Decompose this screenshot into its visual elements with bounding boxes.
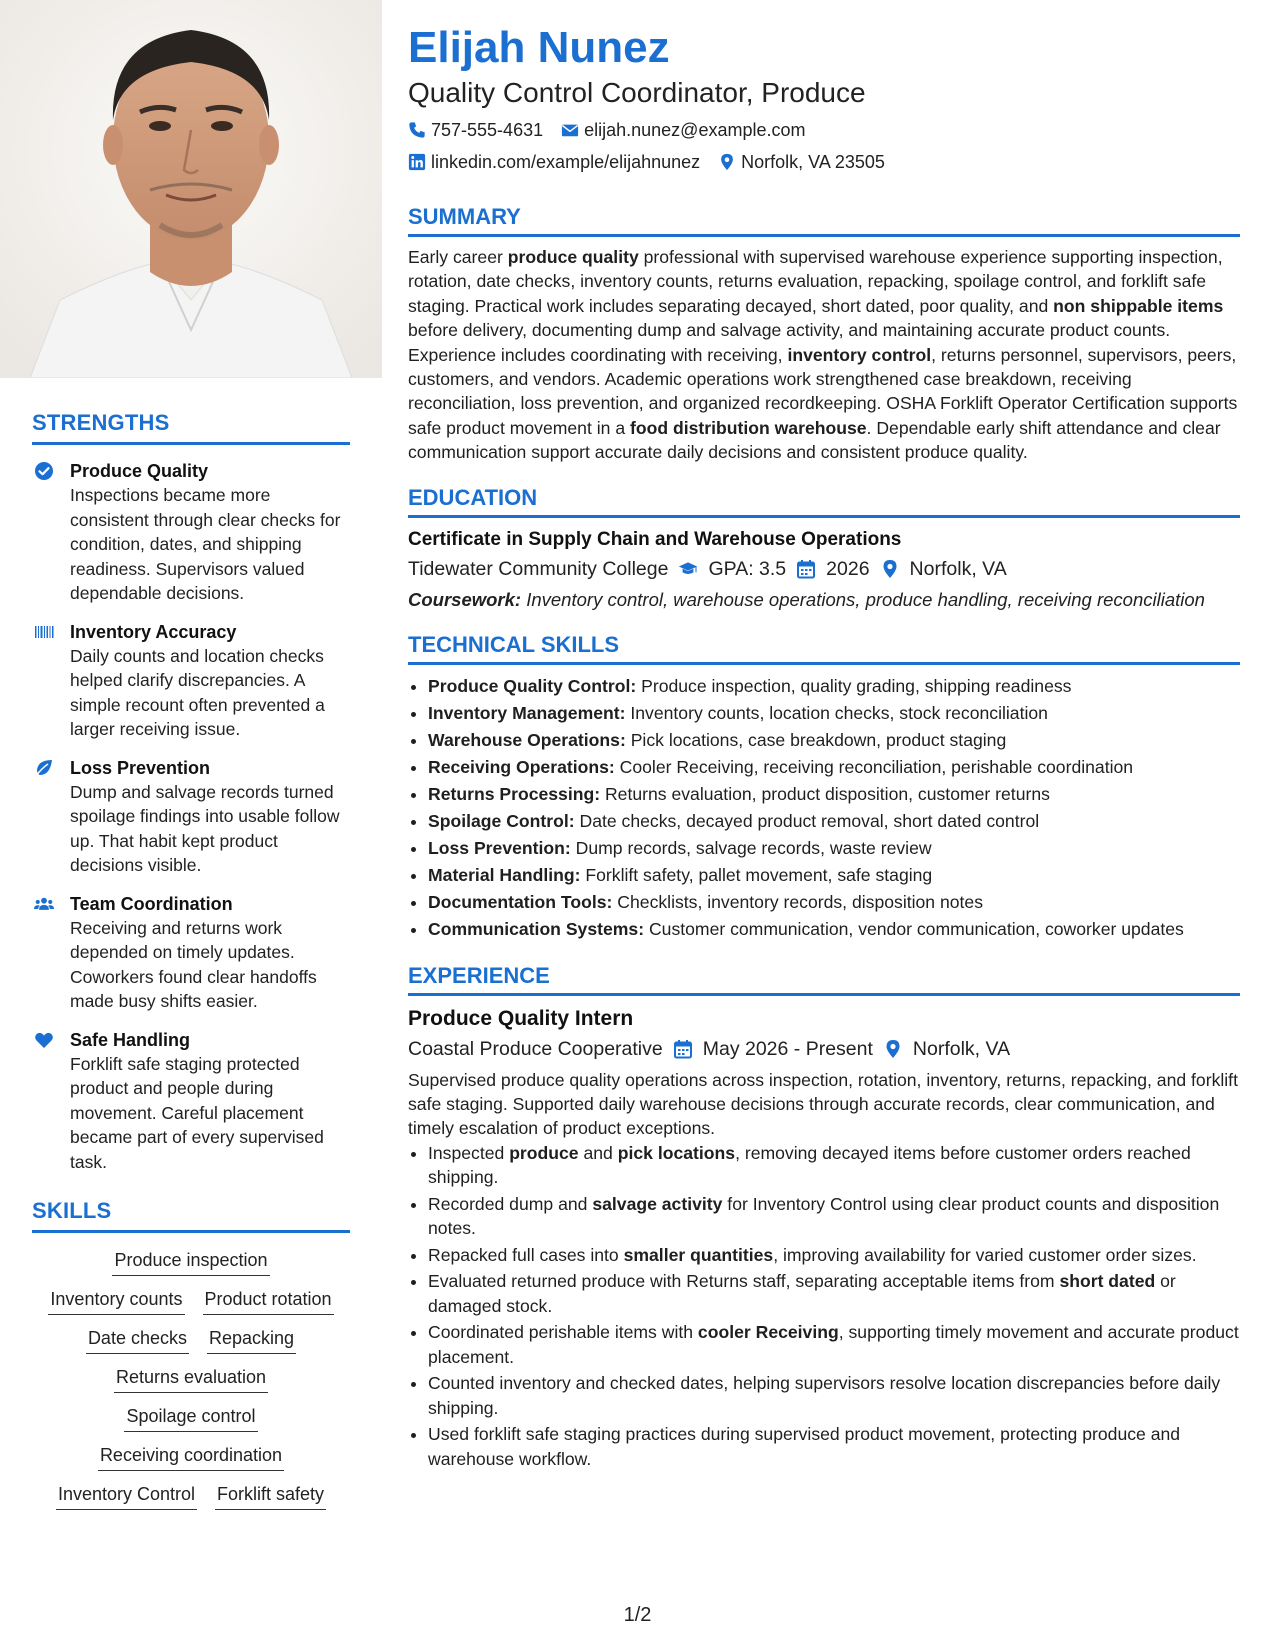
skill-text: Returns evaluation, product disposition, customer returns xyxy=(600,783,1050,804)
map-pin-icon xyxy=(880,559,900,579)
bullet-text: Evaluated returned produce with Returns staff, separating acceptable items from xyxy=(428,1271,1060,1292)
bullet-text: Recorded dump and xyxy=(428,1193,593,1214)
list-item xyxy=(428,1422,1240,1471)
map-pin-icon xyxy=(883,1039,903,1059)
bullet-text: Used forklift safe staging practices during supervised product movement, protecting produce and warehouse workflow. xyxy=(428,1424,1181,1469)
skill-text: Checklists, inventory records, disposition notes xyxy=(612,891,984,912)
strength-desc: Forklift safe staging protected product and people during movement. Careful placement became part of every supervised task. xyxy=(70,1053,324,1172)
summary-text xyxy=(408,245,1240,465)
sidebar xyxy=(0,0,382,1650)
strength-item xyxy=(32,892,350,1014)
skill-text: Produce inspection, quality grading, shipping readiness xyxy=(636,675,1072,696)
strength-desc: Receiving and returns work depended on timely updates. Coworkers found clear handoffs made busy shifts easier. xyxy=(70,917,317,1011)
strength-title: Safe Handling xyxy=(70,1029,191,1050)
list-item xyxy=(428,1320,1240,1369)
skill-text: Customer communication, vendor communication, coworker updates xyxy=(644,918,1184,939)
candidate-name: Elijah Nunez xyxy=(408,23,670,72)
summary-segment: Early career xyxy=(408,247,508,267)
skill-tag: Product rotation xyxy=(203,1286,334,1315)
bullet-text: Coordinated perishable items with xyxy=(428,1322,698,1343)
technical-skills-heading: TECHNICAL SKILLS xyxy=(408,632,1240,665)
linkedin-icon xyxy=(408,153,426,171)
skill-text: Inventory counts, location checks, stock reconciliation xyxy=(625,702,1048,723)
list-item xyxy=(428,916,1240,943)
candidate-title: Quality Control Coordinator, Produce xyxy=(408,77,866,108)
summary-segment: professional with supervised warehouse experience supporting inspection, rotation, date checks, inventory counts, returns evaluation, repacking, spoilage control, and forklift safe staging. Practical work includes separating decayed, short dated, poor quality, and xyxy=(408,247,1223,316)
strength-item xyxy=(32,756,350,878)
list-item xyxy=(428,1371,1240,1420)
gpa: GPA: 3.5 xyxy=(708,557,787,580)
barcode-icon xyxy=(34,622,54,642)
bullet-keyword: produce xyxy=(509,1142,579,1163)
graduation-cap-icon xyxy=(678,559,698,579)
skill-text: Pick locations, case breakdown, product staging xyxy=(625,729,1007,750)
strengths-heading: STRENGTHS xyxy=(32,410,350,445)
degree-title: Certificate in Supply Chain and Warehouse Operations xyxy=(408,528,902,550)
leaf-icon xyxy=(34,758,54,778)
linkedin-contact[interactable] xyxy=(408,150,700,174)
bullet-text: for Inventory Control using clear product counts and disposition notes. xyxy=(428,1193,1220,1239)
check-circle-icon xyxy=(34,461,54,481)
calendar-icon xyxy=(796,559,816,579)
bullet-text: , improving availability for varied customer order sizes. xyxy=(773,1244,1197,1265)
phone-text: 757-555-4631 xyxy=(431,120,544,140)
email-icon xyxy=(561,121,579,139)
strength-item xyxy=(32,620,350,742)
bullet-keyword: short dated xyxy=(1059,1271,1156,1292)
job-title: Produce Quality Intern xyxy=(408,1006,634,1030)
strength-item xyxy=(32,459,350,606)
email-text: elijah.nunez@example.com xyxy=(584,120,806,140)
skill-label: Loss Prevention: xyxy=(428,837,571,858)
bullet-text: Inspected xyxy=(428,1142,510,1163)
list-item xyxy=(428,1243,1240,1268)
skill-label: Spoilage Control: xyxy=(428,810,575,831)
education-section xyxy=(408,485,1240,612)
skill-tag: Date checks xyxy=(86,1325,189,1354)
experience-section xyxy=(408,963,1240,1472)
bullet-keyword: smaller quantities xyxy=(623,1244,774,1265)
job-dates: May 2026 - Present xyxy=(702,1037,873,1060)
school-location: Norfolk, VA xyxy=(909,557,1007,580)
technical-skills-list xyxy=(408,673,1240,943)
strength-desc: Inspections became more consistent through clear checks for condition, dates, and shipping readiness. Supervisors valued dependable decisions. xyxy=(70,485,341,603)
strength-title: Loss Prevention xyxy=(70,757,211,778)
coursework xyxy=(408,588,1240,612)
strength-title: Produce Quality xyxy=(70,461,209,481)
list-item xyxy=(428,754,1240,781)
coursework-text: Inventory control, warehouse operations, produce handling, receiving reconciliation xyxy=(521,588,1205,610)
job-bullets xyxy=(408,1141,1240,1472)
skill-label: Returns Processing: xyxy=(428,783,601,804)
skills-list xyxy=(32,1247,350,1510)
list-item xyxy=(428,727,1240,754)
skill-tag: Returns evaluation xyxy=(114,1364,268,1393)
bullet-keyword: salvage activity xyxy=(592,1193,723,1214)
bullet-text: and xyxy=(578,1142,618,1163)
bullet-keyword: cooler Receiving xyxy=(697,1322,839,1343)
skill-tag: Spoilage control xyxy=(124,1403,257,1432)
list-item xyxy=(428,835,1240,862)
summary-segment: , returns personnel, supervisors, peers, customers, and vendors. Academic operations work strengthened case breakdown, receiving reconciliation, loss prevention, and organized recordkeeping. OSHA Forklift Operator Certification supports safe product movement in a xyxy=(408,344,1238,438)
job-summary: Supervised produce quality operations across inspection, rotation, inventory, returns, repacking, and forklift safe staging. Supported daily warehouse decisions through accurate records, clear communication, and timely escalation of product exceptions. xyxy=(408,1069,1238,1139)
map-pin-icon xyxy=(718,153,736,171)
list-item xyxy=(428,1269,1240,1318)
contact-row xyxy=(408,118,1240,142)
school-name: Tidewater Community College xyxy=(408,557,669,580)
company-name: Coastal Produce Cooperative xyxy=(408,1037,663,1060)
summary-keyword: food distribution warehouse xyxy=(630,417,867,438)
skill-label: Warehouse Operations: xyxy=(428,729,626,750)
skill-label: Communication Systems: xyxy=(428,918,645,939)
strength-desc: Dump and salvage records turned spoilage findings into usable follow up. That habit kept product decisions visible. xyxy=(70,781,340,875)
strength-title: Inventory Accuracy xyxy=(70,621,237,642)
skill-text: Cooler Receiving, receiving reconciliation, perishable coordination xyxy=(614,756,1134,777)
summary-segment: before delivery, documenting dump and salvage activity, and maintaining accurate product counts. Experience includes coordinating with receiving, xyxy=(408,320,1171,365)
list-item xyxy=(428,889,1240,916)
skills-heading: SKILLS xyxy=(32,1198,350,1233)
skill-label: Produce Quality Control: xyxy=(428,675,637,696)
summary-keyword: produce quality xyxy=(507,247,639,267)
bullet-text: or damaged stock. xyxy=(428,1271,1176,1316)
contact-row-2 xyxy=(408,150,1240,174)
skill-tag: Inventory Control xyxy=(56,1481,197,1510)
list-item xyxy=(428,1192,1240,1241)
summary-keyword: inventory control xyxy=(787,344,932,365)
skill-tag: Repacking xyxy=(207,1325,296,1354)
email-contact[interactable] xyxy=(561,118,805,142)
location-contact xyxy=(718,150,885,174)
phone-contact[interactable] xyxy=(408,118,543,142)
skill-tag: Inventory counts xyxy=(48,1286,184,1315)
graduation-year: 2026 xyxy=(826,557,870,580)
skill-label: Inventory Management: xyxy=(428,702,626,723)
education-meta xyxy=(408,554,1240,584)
bullet-text: Repacked full cases into xyxy=(428,1244,624,1265)
heart-icon xyxy=(34,1030,54,1050)
calendar-icon xyxy=(673,1039,693,1059)
job-location: Norfolk, VA xyxy=(912,1037,1011,1060)
phone-icon xyxy=(408,121,426,139)
summary-section xyxy=(408,204,1240,465)
bullet-text: , supporting timely movement and accurate product placement. xyxy=(428,1322,1239,1367)
bullet-text: , removing decayed items before customer orders reached shipping. xyxy=(428,1142,1191,1188)
list-item xyxy=(428,700,1240,727)
location-text: Norfolk, VA 23505 xyxy=(741,152,885,172)
list-item xyxy=(428,808,1240,835)
bullet-keyword: pick locations xyxy=(617,1142,736,1163)
summary-heading: SUMMARY xyxy=(408,204,1240,237)
strength-desc: Daily counts and location checks helped clarify discrepancies. A simple recount often prevented a larger receiving issue. xyxy=(70,645,325,739)
coursework-label: Coursework: xyxy=(408,588,522,610)
list-item xyxy=(428,781,1240,808)
technical-skills-section xyxy=(408,632,1240,943)
skill-tag: Receiving coordination xyxy=(98,1442,284,1471)
skill-tag: Produce inspection xyxy=(112,1247,269,1276)
skill-label: Material Handling: xyxy=(428,864,581,885)
page-number: 1/2 xyxy=(623,1604,652,1626)
list-item xyxy=(428,1141,1240,1190)
skill-text: Dump records, salvage records, waste review xyxy=(570,837,932,858)
experience-heading: EXPERIENCE xyxy=(408,963,1240,996)
main-content xyxy=(408,22,1240,1473)
job-meta xyxy=(408,1034,1240,1064)
skill-text: Date checks, decayed product removal, short dated control xyxy=(574,810,1040,831)
skill-label: Receiving Operations: xyxy=(428,756,615,777)
users-icon xyxy=(34,894,54,914)
skill-tag: Forklift safety xyxy=(215,1481,326,1510)
bullet-text: Counted inventory and checked dates, helping supervisors resolve location discrepancies before daily shipping. xyxy=(428,1373,1221,1418)
summary-keyword: non shippable items xyxy=(1053,295,1224,316)
skill-label: Documentation Tools: xyxy=(428,891,613,912)
strength-title: Team Coordination xyxy=(70,893,233,914)
linkedin-text: linkedin.com/example/elijahnunez xyxy=(431,152,701,172)
profile-photo xyxy=(0,0,382,378)
education-heading: EDUCATION xyxy=(408,485,1240,518)
summary-segment: . Dependable early shift attendance and clear communication support accurate daily decisions and consistent produce quality. xyxy=(408,417,1221,463)
list-item xyxy=(428,862,1240,889)
skill-text: Forklift safety, pallet movement, safe staging xyxy=(580,864,933,885)
list-item xyxy=(428,673,1240,700)
strength-item xyxy=(32,1028,350,1175)
